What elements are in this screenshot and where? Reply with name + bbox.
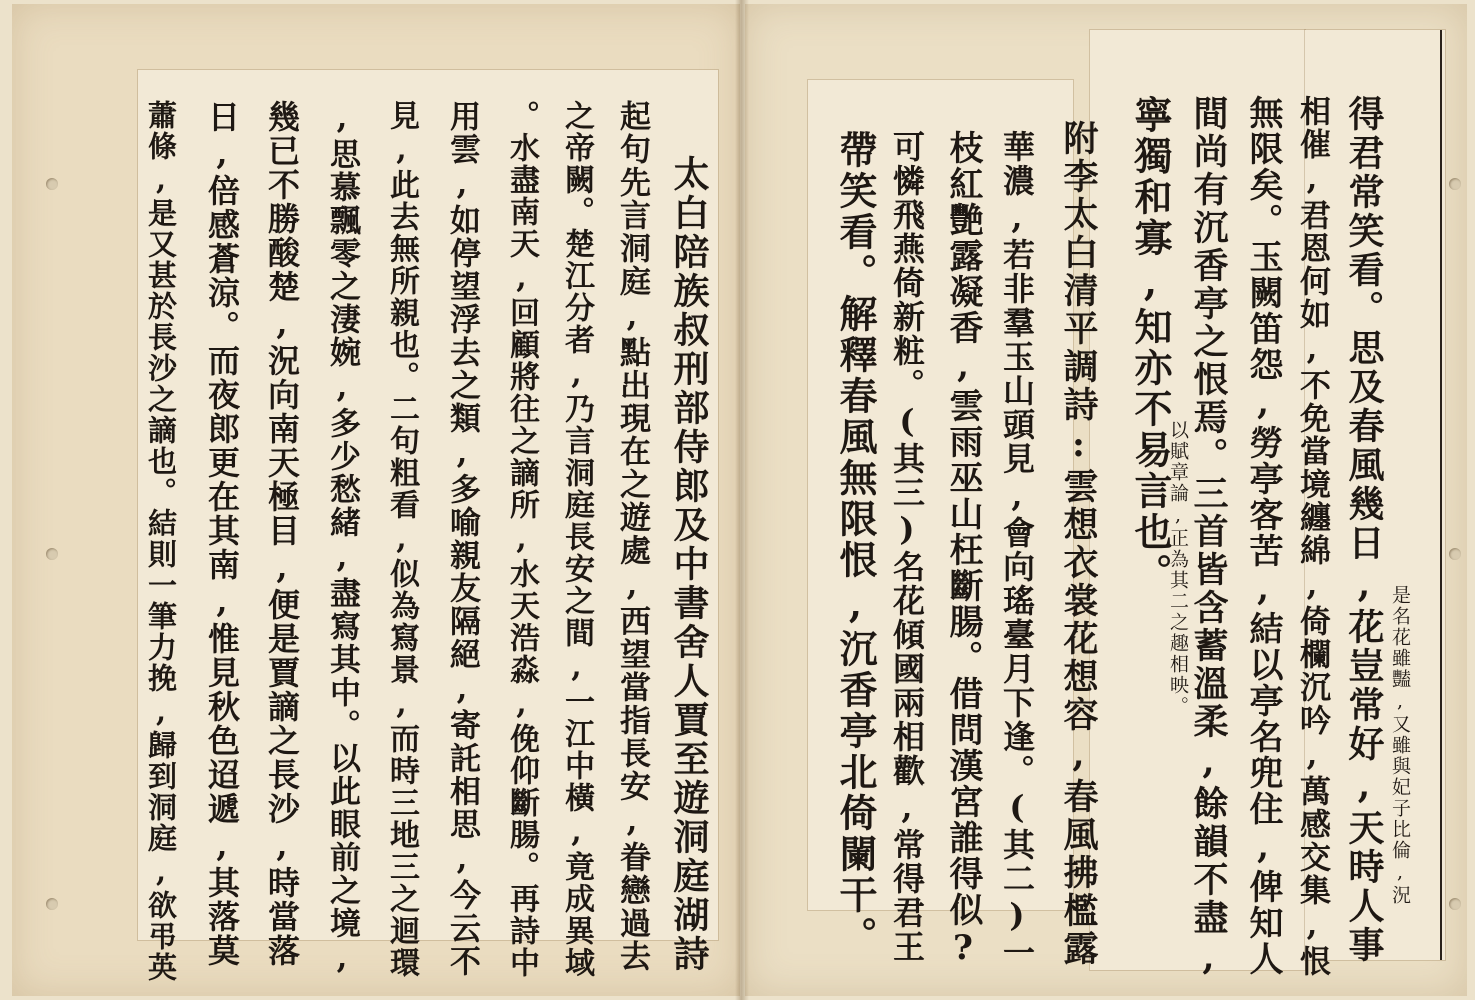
text-column: 得君常笑看。思及春風幾日,花豈常好,天時人事 [1343, 95, 1385, 965]
text-column: 之帝闕。楚江分者,乃言洞庭長安之間,一江中橫,竟成異域 [559, 100, 594, 979]
text-column: 相催,君恩何如,不免當境纏綿,倚欄沉吟,萬感交集,恨 [1294, 95, 1330, 978]
text-column: 。水盡南天,回顧將往之謫所,水天浩淼,俛仰斷腸。再詩中 [504, 100, 539, 979]
binding-hole [1449, 548, 1461, 560]
binding-hole [46, 548, 58, 560]
text-column: 幾已不勝酸楚,況向南天極目,便是賈謫之長沙,時當落 [263, 100, 301, 968]
appendix-column: 可憐飛燕倚新粧。(其三)名花傾國兩相歡,常得君王 [888, 130, 926, 964]
text-column: ,思慕飄零之淒婉,多少愁緒,盡寫其中。以此眼前之境, [324, 100, 360, 978]
text-column: 見,此去無所親也。二句粗看,似為寫景,而時三地三之迴環 [384, 100, 419, 979]
binding-hole [1449, 898, 1461, 910]
binding-hole [46, 178, 58, 190]
text-column: 日,倍感蒼涼。而夜郎更在其南,惟見秋色迢遞,其落莫 [203, 100, 241, 968]
text-column: 起句先言洞庭,點出現在之遊處,西望當指長安,眷戀過去 [614, 100, 650, 973]
text-column: 無限矣。玉闕笛怨,勞亭客苦,結以亭名兜住,俾知人 [1243, 95, 1283, 977]
essay-title-column: 太白陪族叔刑部侍郎及中書舍人賈至遊洞庭湖詩 [668, 155, 710, 974]
annotation-column: 是名花雖豔,又雖與妃子比倫,況 [1389, 585, 1411, 906]
appendix-column: 帶笑看。解釋春風無限恨,沉香亭北倚闌干。 [833, 130, 878, 957]
text-column: 蕭條,是又甚於長沙之謫也。結則一筆力挽,歸到洞庭,欲弔英 [144, 100, 178, 983]
page-fold [735, 0, 749, 1000]
binding-hole [1449, 178, 1461, 190]
text-column: 寧獨和寡,知亦不易言也。 [1128, 95, 1173, 594]
interlinear-note: 以賦章論,正為其二之趣相映。 [1167, 420, 1189, 717]
binding-hole [46, 898, 58, 910]
appendix-column: 枝紅艷露凝香,雲雨巫山枉斷腸。借問漢宮誰得似? [943, 130, 983, 970]
text-column: 間尚有沉香亭之恨焉。三首皆含蓄溫柔,餘韻不盡, [1188, 95, 1229, 981]
appendix-heading-column: 附李太白清平調詩:雲想衣裳花想容,春風拂檻露 [1058, 120, 1099, 968]
text-column: 用雲,如停望浮去之類,多喻親友隔絕,寄託相思,今云不 [444, 100, 480, 978]
appendix-column: 華濃,若非羣玉山頭見,會向瑤臺月下逢。(其二)一 [998, 130, 1036, 970]
